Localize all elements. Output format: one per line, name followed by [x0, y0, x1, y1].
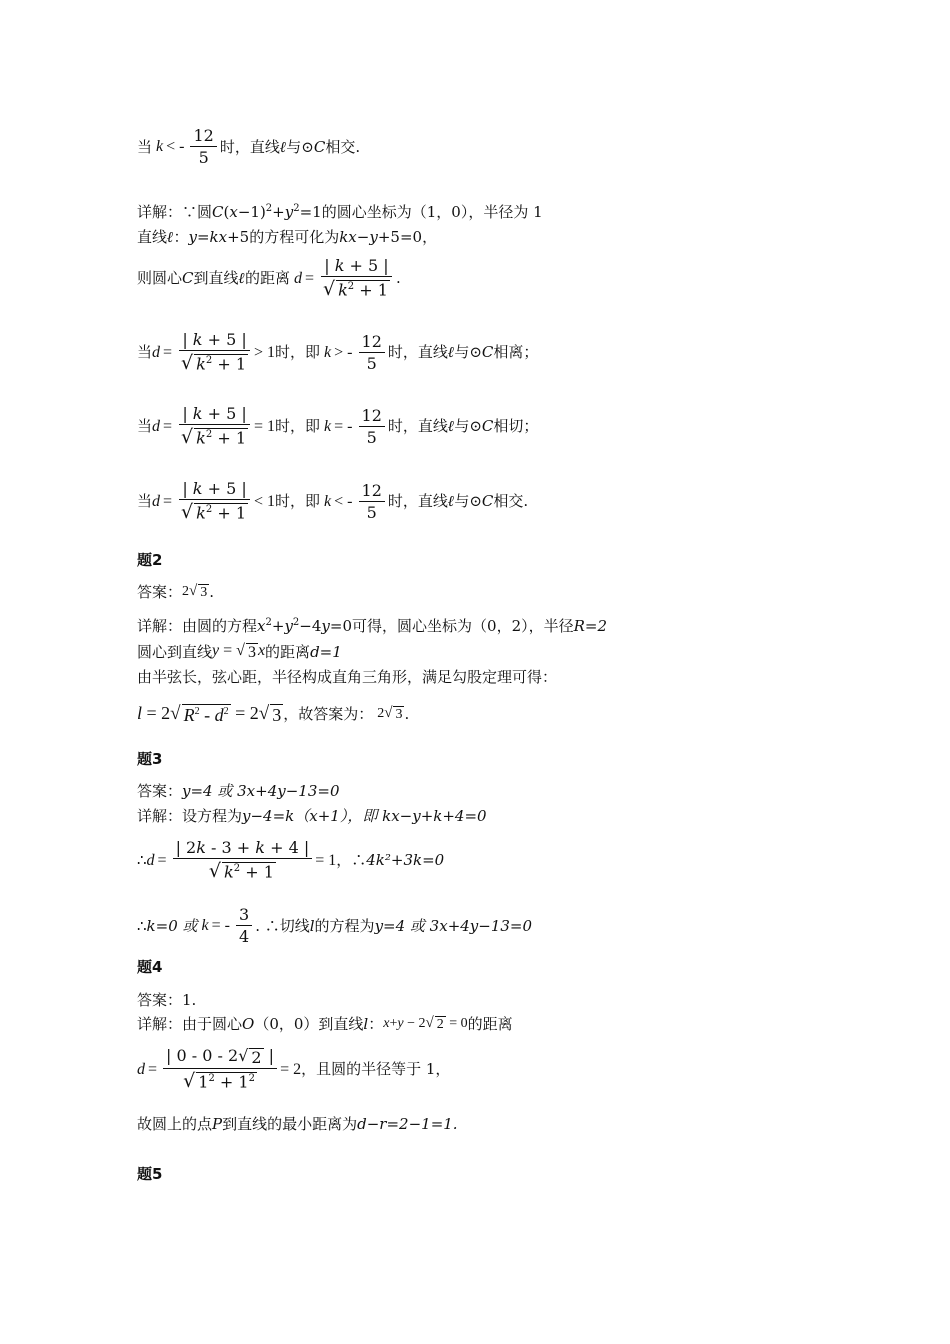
math: = [163, 417, 173, 435]
math: < - [334, 492, 353, 510]
math: ℓ [279, 137, 287, 156]
math: ℓ [447, 492, 455, 510]
math: d=1 [310, 642, 342, 661]
text: . ∴切线 [255, 916, 310, 935]
math: d [146, 851, 155, 869]
math: = - [334, 417, 353, 435]
s2-answer [137, 584, 214, 600]
fraction: | k + 5 | √ $k^2 + 1$ [320, 258, 393, 299]
text: 的圆心坐标为（1，0），半径为 1 [321, 202, 543, 221]
fraction: $\frac{12}{5}$ [359, 334, 385, 372]
text: ∴ [137, 851, 147, 869]
math: k [320, 417, 332, 435]
text: 到直线的最小距离为 [222, 1115, 358, 1133]
text: 时，直线 [387, 417, 448, 435]
text: 时，直线 [387, 343, 448, 361]
text: 详解：设方程为 [137, 807, 243, 825]
math: = 1 [254, 417, 276, 435]
math: C [481, 492, 494, 510]
text: 相离； [493, 343, 539, 361]
text: ，∴ [336, 851, 367, 869]
math: ℓ [167, 228, 174, 246]
math: $x^2+y^2-4y=0$ [257, 617, 353, 635]
math: y−4=k（x+1），即 kx−y+k+4=0 [242, 807, 487, 825]
math: 2 √ 3 [377, 705, 403, 722]
math: = - [211, 917, 230, 934]
math: P [212, 1115, 223, 1133]
math: = [148, 1060, 158, 1078]
s2-line1 [137, 618, 607, 634]
math: = 1 [315, 851, 337, 869]
math: O [242, 1014, 255, 1033]
math: l [363, 1014, 369, 1033]
math: d [289, 269, 302, 287]
math: d [152, 343, 161, 361]
math: < 1 [254, 492, 276, 510]
text: 答案： [137, 582, 183, 601]
math: = [163, 492, 173, 510]
text: . [404, 704, 410, 723]
math: k [152, 138, 164, 155]
fraction: | k + 5 | √ $k^2 + 1$ [178, 332, 251, 373]
math: k [197, 917, 209, 934]
text: 当 [137, 343, 153, 361]
text: 相切； [493, 417, 539, 435]
s1-line2 [137, 204, 543, 220]
text: 详解：∵圆 [137, 202, 213, 221]
text: 的距离 [244, 269, 290, 287]
text: 与⊙ [454, 417, 482, 435]
text: 相交. [493, 492, 529, 510]
s3-line2 [137, 840, 444, 881]
math: d [137, 1060, 145, 1078]
section-title-2: 题2 [137, 551, 163, 569]
math: = 2 [280, 1060, 302, 1078]
math: 2 √ 3 [182, 583, 208, 600]
text: 时，即 [275, 492, 321, 510]
text: 当 [137, 492, 153, 510]
math: d [152, 417, 161, 435]
math: k [320, 492, 332, 510]
math: C [212, 202, 224, 221]
text: 当 [137, 137, 153, 156]
text: ∴ [137, 916, 147, 935]
text: 的方程为 [314, 916, 375, 935]
s4-line2 [137, 1048, 450, 1091]
text: 详解：由于圆心 [137, 1014, 243, 1033]
math: y=4 或 3x+4y−13=0 [182, 782, 340, 800]
math: y=kx+5 [188, 228, 250, 246]
fraction: | 2k - 3 + k + 4 | √ $k^2 + 1$ [173, 840, 313, 881]
math: ℓ [238, 269, 245, 287]
s2-line2 [137, 643, 342, 661]
text: 的距离 [467, 1014, 513, 1033]
math: d−r=2−1=1. [357, 1115, 458, 1133]
math: > 1 [254, 343, 276, 361]
math: 4k²+3k=0 [366, 851, 445, 869]
text: ，故答案为： [283, 704, 374, 723]
s3-answer [137, 784, 340, 799]
text: 到直线 [193, 269, 239, 287]
text: 当 [137, 417, 153, 435]
fraction: | 0 - 0 - 2 √ 2 | √ $1^2 + 1^2$ [163, 1048, 277, 1091]
text: 答案： [137, 782, 183, 800]
s1-line6 [137, 406, 538, 447]
math: = [157, 851, 167, 869]
text: 时，直线 [387, 492, 448, 510]
text: 相交. [325, 137, 361, 156]
math: d [152, 492, 161, 510]
text: 则圆心 [137, 269, 183, 287]
math: < - [166, 138, 185, 155]
math: ℓ [447, 343, 455, 361]
fraction: $\frac{12}{5}$ [359, 408, 385, 446]
text: ，且圆的半径等于 1， [301, 1060, 451, 1078]
s1-line7 [137, 481, 528, 522]
math: l [309, 916, 315, 935]
s4-line3 [137, 1117, 458, 1132]
math: C [182, 269, 194, 287]
text: 与⊙ [454, 492, 482, 510]
math: C [481, 417, 494, 435]
s2-line3: 由半弦长，弦心距，半径构成直角三角形，满足勾股定理可得： [137, 668, 558, 686]
s3-line1 [137, 809, 487, 824]
text: . [209, 582, 215, 601]
fraction: $\frac{12}{5}$ [359, 483, 385, 521]
fraction: $\frac{3}{4}$ [236, 907, 252, 945]
text: （0，0）到直线 [254, 1014, 364, 1033]
s1-line4 [137, 258, 401, 299]
section-title-5: 题5 [137, 1165, 163, 1183]
text: 时，直线 [219, 137, 280, 156]
text: 的距离 [265, 642, 311, 661]
s4-answer: 答案：1. [137, 991, 197, 1009]
math: = [163, 343, 173, 361]
fraction: | k + 5 | √ $k^2 + 1$ [178, 406, 251, 447]
math: C [313, 137, 326, 156]
s3-line3 [137, 907, 532, 945]
text: ： [368, 1014, 384, 1033]
text: 与⊙ [454, 343, 482, 361]
math: = [304, 269, 314, 287]
text: . [395, 269, 401, 287]
math: $(x-1)^2+y^2=1$ [223, 203, 322, 221]
math: l = 2 √ $R^2 - d^2$ = 2 √ 3 [137, 703, 282, 725]
text: ： [173, 228, 189, 246]
text: 的方程可化为 [249, 228, 340, 246]
text: ， [422, 228, 438, 246]
fraction: | k + 5 | √ $k^2 + 1$ [178, 481, 251, 522]
text: 圆心到直线 [137, 642, 213, 661]
text: 时，即 [275, 343, 321, 361]
text: 与⊙ [286, 137, 314, 156]
math: R=2 [573, 616, 608, 635]
section-title-4: 题4 [137, 958, 163, 976]
math: y=4 或 3x+4y−13=0 [374, 916, 533, 935]
text: 直线 [137, 228, 168, 246]
section-title-3: 题3 [137, 750, 163, 768]
s1-line1 [137, 128, 360, 166]
s4-line1 [137, 1016, 513, 1032]
text: 故圆上的点 [137, 1115, 213, 1133]
math: C [481, 343, 494, 361]
fraction: $\frac{12}{5}$ [190, 128, 216, 166]
s2-line4 [137, 704, 409, 724]
s1-line5 [137, 332, 538, 373]
text: 可得，圆心坐标为（0，2），半径 [352, 616, 574, 635]
math: > - [334, 343, 353, 361]
math: y = √ 3 x [212, 642, 266, 661]
math: kx−y+5=0 [339, 228, 423, 246]
math: x+y − 2 √ 2 = 0 [383, 1015, 468, 1032]
math: k=0 或 [146, 916, 198, 935]
s1-line3 [137, 230, 437, 245]
math: k [320, 343, 332, 361]
math: ℓ [447, 417, 455, 435]
text: 详解：由圆的方程 [137, 616, 258, 635]
text: 时，即 [275, 417, 321, 435]
